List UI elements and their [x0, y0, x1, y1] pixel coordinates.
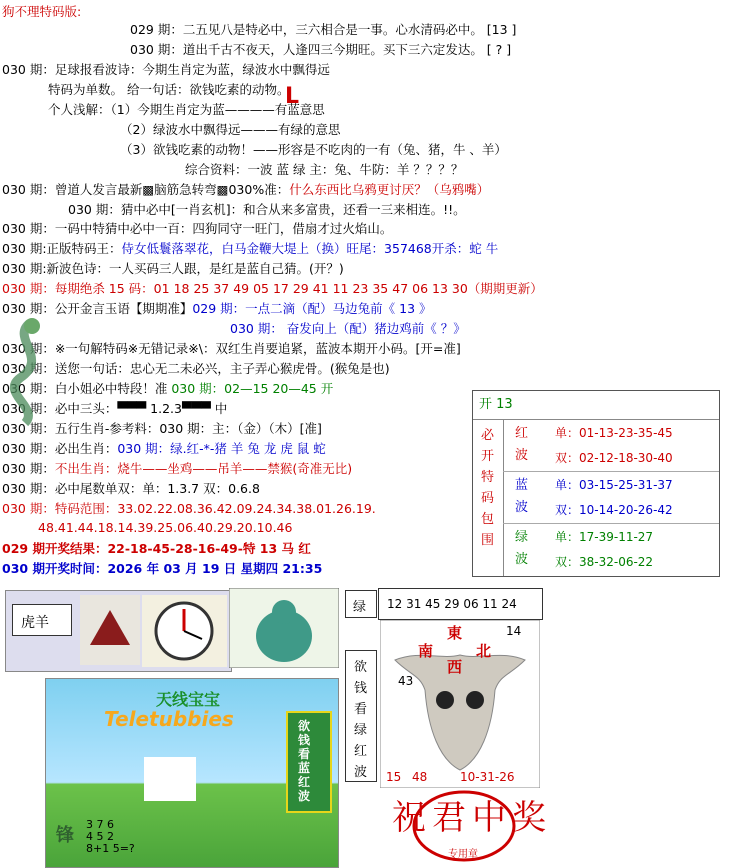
teletubbies-banner — [45, 678, 339, 868]
feng-label: 锋 — [56, 825, 74, 846]
line-range-1: 030 期：特码范围：33.02.22.08.36.42.09.24.34.38.01.26.19. — [2, 501, 376, 516]
line-kill-15: 030 期：每期绝杀 15 码：01 18 25 37 49 05 17 29 41 11 23 35 47 06 13 30（期期更新） — [2, 281, 543, 296]
line-zeng: 030 期：曾道人发言最新▩脑筋急转弯▩030%准：什么东西比乌鸦更讨厌？（乌鸦嘴） — [2, 182, 490, 197]
line-must-zodiac: 030 期：必出生肖：030 期：绿.红-*-猪 羊 兔 龙 虎 鼠 蛇 — [2, 441, 326, 456]
n10-label: 10-31-26 — [460, 770, 515, 784]
line-result: 029 期开奖结果：22-18-45-28-16-49-特 13 马 红 — [2, 541, 311, 556]
green-callout: 绿 — [345, 590, 377, 618]
side-label: 必开特码包围 — [481, 428, 495, 548]
vertical-callout: 欲钱看绿红波 — [345, 650, 377, 782]
line-explain-1: 个人浅解：（1）今期生肖定为蓝————有蓝意思 — [48, 102, 325, 117]
line-football: 030 期：足球报看波诗：今期生肖定为蓝，绿波水中飘得远 — [2, 62, 330, 77]
south-label: 南 — [418, 642, 434, 660]
banner-title: 天线宝宝 — [156, 690, 221, 709]
wave-odd: 单：03-15-25-31-37 — [555, 478, 673, 492]
open-number: 开 13 — [479, 397, 513, 412]
wave-name: 蓝波 — [515, 478, 529, 515]
west-label: 西 — [447, 658, 463, 676]
n14-label: 14 — [506, 624, 522, 638]
line-new-wave: 030 期:新波色诗：一人买码三人跟，是红是蓝自己猜。(开？) — [2, 261, 344, 276]
wave-name: 红波 — [515, 426, 529, 463]
line-030-poem: 030 期：道出千古不夜天，人逢四三今期旺。买下三六定发达。 [ ? ] — [130, 42, 512, 57]
dragon-image — [0, 318, 64, 428]
line-fenfa: 030 期： 奋发向上（配）猪边鸡前《 ？》 — [230, 321, 466, 336]
wave-odd: 单：17-39-11-27 — [555, 530, 654, 544]
line-guess: 030 期：猜中必中[一肖玄机]：和合从来多富贵，还看一三来相连。!!。 — [68, 202, 466, 217]
page-title: 狗不理特码版: — [2, 4, 82, 19]
line-explain-3: （3）欲钱吃素的动物！——形容是不吃肉的一有（兔、猪，牛 、羊） — [120, 142, 507, 157]
wave-table — [472, 390, 720, 577]
numbers-callout: 12 31 45 29 06 11 24 — [378, 588, 543, 620]
line-summary: 综合资料：一波 蓝 绿 主：兔、牛防：羊 ？？？？ — [185, 162, 464, 177]
n48-label: 48 — [412, 770, 428, 784]
stamp-label: 专用章 — [448, 849, 478, 860]
wave-even: 双：10-14-20-26-42 — [555, 503, 673, 517]
skull-image — [380, 620, 540, 788]
teletubbies-logo: Teletubbies — [104, 707, 234, 731]
sign-text: 欲钱看蓝红波 — [298, 719, 311, 803]
line-029-poem: 029 期：二五见八是特必中，三六相合是一事。心水清码必中。 [13 ] — [130, 22, 517, 37]
line-draw-time: 030 期开奖时间：2026 年 03 月 19 日 星期四 21:35 — [2, 561, 323, 576]
line-single: 特码为单数。 给一句话：欲钱吃素的动物。 — [48, 82, 290, 97]
clock-image — [142, 595, 227, 667]
north-label: 北 — [476, 642, 492, 660]
line-tail: 030 期：必中尾数单双：单：1.3.7 双：0.6.8 — [2, 481, 260, 496]
line-golden: 030 期：公开金言玉语【期期准】029 期：一点二滴（配）马边兔前《 13 》 — [2, 301, 432, 316]
red-l-mark: L — [285, 84, 300, 109]
wave-odd: 单：01-13-23-35-45 — [555, 426, 673, 440]
wave-even: 双：38-32-06-22 — [555, 555, 654, 569]
line-king: 030 期:正版特码王：侍女低鬟落翠花，白马金鞭大堤上（换）旺尾：357468开杀：蛇 牛 — [2, 241, 499, 256]
line-three-heads: 030 期：必中三头：▀▀▀ 1.2.3▀▀▀ 中 — [2, 401, 228, 416]
wave-name: 绿波 — [515, 530, 529, 567]
line-one-sentence: 030 期：※一句解特码※无错记录※\：双红生肖要追紧，蓝波本期开小码。[开=准] — [2, 341, 461, 356]
line-one-code: 030 期：一码中特猜中必中一百：四狗同守一旺门，借扇才过火焰山。 — [2, 221, 393, 236]
line-send-words: 030 期：送您一句话：忠心无二未必兴，主子弄心猴虎骨。(猴兔是也) — [2, 361, 390, 376]
line-range-2: 48.41.44.18.14.39.25.06.40.29.20.10.46 — [38, 520, 293, 535]
n15-label: 15 — [386, 770, 402, 784]
n43-label: 43 — [398, 674, 414, 688]
east-label: 東 — [447, 624, 463, 642]
line-not-zodiac: 030 期：不出生肖：烧牛——坐鸡——吊羊——禁猴(奇准无比) — [2, 461, 353, 476]
wave-even: 双：02-12-18-30-40 — [555, 451, 673, 465]
horse-image — [80, 595, 140, 665]
line-bai: 030 期：白小姐必中特段！准 030 期：02—15 20—45 开 — [2, 381, 334, 396]
line-five-elements: 030 期：五行生肖-参考料：030 期：主：（金）（木）[准] — [2, 421, 322, 436]
formula-text: 3 7 6 4 5 2 8+1 5=? — [86, 818, 135, 855]
line-explain-2: （2）绿波水中飘得远———有绿的意思 — [120, 122, 341, 137]
buddha-image — [229, 588, 339, 668]
blessing-text: 祝君中奖 — [392, 798, 552, 838]
tiger-sheep-callout: 虎羊 — [12, 604, 72, 636]
